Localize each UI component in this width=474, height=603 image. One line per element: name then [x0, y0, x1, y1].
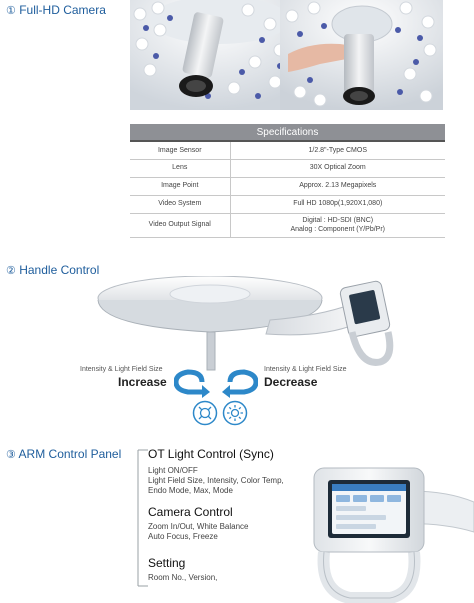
ot-light-control-heading: OT Light Control (Sync) — [148, 447, 274, 461]
section-title-arm — [6, 447, 121, 461]
section-title-text: Full-HD Camera — [19, 3, 106, 17]
spec-value — [230, 213, 445, 237]
spec-value: 30X Optical Zoom — [230, 159, 445, 177]
camera-photo-left-illustration — [130, 0, 293, 110]
section-number: ③ — [6, 449, 16, 461]
setting-line: Room No., Version, — [148, 573, 218, 582]
table-row — [130, 213, 445, 237]
table-row — [130, 195, 445, 213]
camera-photo-right-illustration — [280, 0, 443, 110]
rotation-arrows-icon — [174, 366, 258, 398]
specifications-table — [130, 124, 445, 238]
ot-light-control-line: Light ON/OFF — [148, 466, 198, 475]
camera-control-line: Auto Focus, Freeze — [148, 532, 218, 541]
spec-value-line: Analog : Component (Y/Pb/Pr) — [290, 226, 386, 233]
camera-control-line: Zoom In/Out, White Balance — [148, 522, 249, 531]
camera-control-heading: Camera Control — [148, 505, 233, 519]
spec-value: Approx. 2.13 Megapixels — [230, 177, 445, 195]
surgical-light-handle-illustration — [90, 276, 410, 426]
camera-photo-right — [280, 0, 443, 110]
bracket-divider — [126, 448, 150, 588]
section-title-handle — [6, 263, 99, 277]
spec-value-line: Digital : HD-SDI (BNC) — [302, 216, 374, 224]
table-row — [130, 177, 445, 195]
right-caption: Intensity & Light Field Size — [264, 366, 347, 373]
spec-value: 1/2.8"-Type CMOS — [230, 141, 445, 159]
spec-key: Image Sensor — [130, 141, 230, 159]
section-title-text: ARM Control Panel — [18, 447, 122, 461]
section-title-camera — [6, 3, 106, 17]
increase-label: Increase — [118, 375, 167, 389]
section-title-text: Handle Control — [19, 263, 100, 277]
setting-heading: Setting — [148, 556, 186, 570]
specifications-header: Specifications — [130, 124, 445, 141]
table-row — [130, 159, 445, 177]
spec-key: Lens — [130, 159, 230, 177]
spec-key: Video System — [130, 195, 230, 213]
section-number: ② — [6, 265, 16, 277]
decrease-label: Decrease — [264, 375, 318, 389]
ot-light-control-line: Endo Mode, Max, Mode — [148, 486, 233, 495]
brightness-icon — [222, 400, 248, 426]
section-number: ① — [6, 5, 16, 17]
focus-icon — [192, 400, 218, 426]
left-caption: Intensity & Light Field Size — [80, 366, 163, 373]
camera-photo-left — [130, 0, 293, 110]
spec-key: Image Point — [130, 177, 230, 195]
arm-control-panel-illustration — [280, 462, 474, 603]
ot-light-control-line: Light Field Size, Intensity, Color Temp, — [148, 476, 284, 485]
spec-value: Full HD 1080p(1,920X1,080) — [230, 195, 445, 213]
table-row — [130, 141, 445, 159]
spec-key: Video Output Signal — [130, 213, 230, 237]
